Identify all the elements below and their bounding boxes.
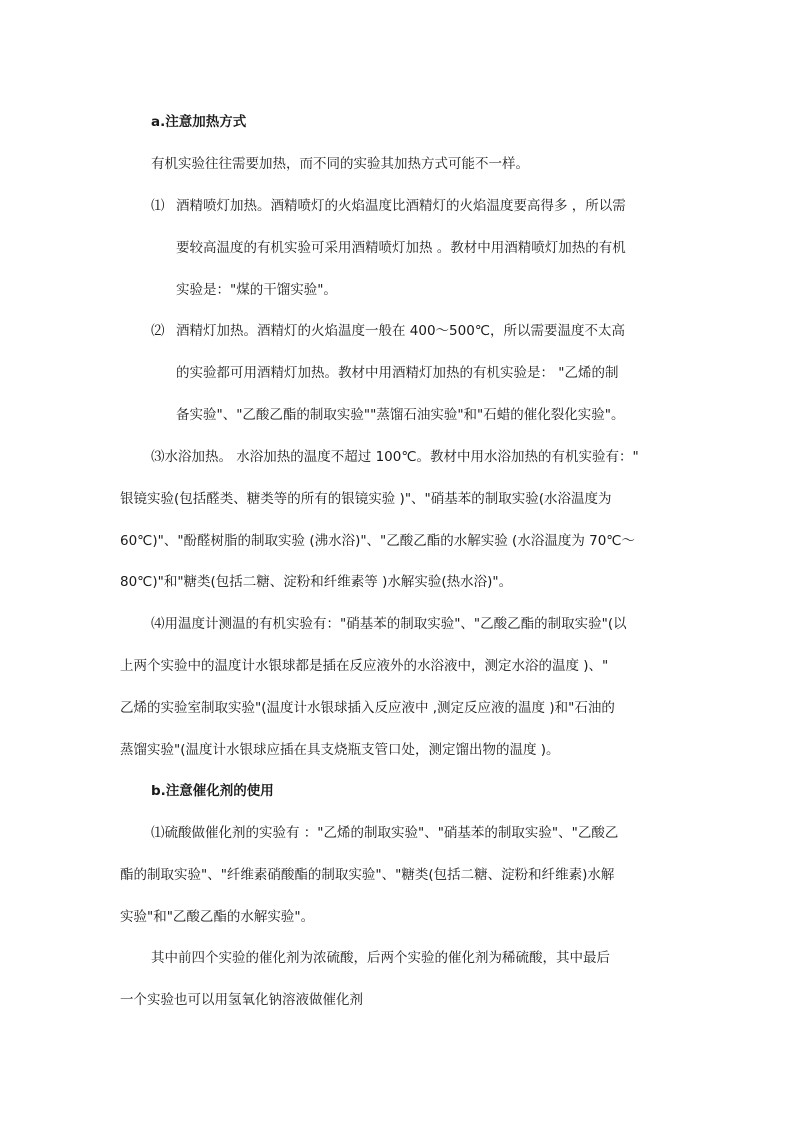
item-3-line-1: ⑶水浴加热。 水浴加热的温度不超过 100℃。教材中用水浴加热的有机实验有：" [151,449,639,465]
item-2-line-3: 备实验"、"乙酸乙酯的制取实验""蒸馏石油实验"和"石蜡的催化裂化实验"。 [176,407,625,423]
section-b-note-line-2: 一个实验也可以用氢氧化钠溶液做催化剂 [120,992,363,1008]
item-1-marker: ⑴ [151,198,165,214]
item-2-line-1: 酒精灯加热。酒精灯的火焰温度一般在 400～500℃，所以需要温度不太高 [176,323,625,339]
item-1-line-2: 要较高温度的有机实验可采用酒精喷灯加热 。教材中用酒精喷灯加热的有机 [176,240,626,256]
item-2-marker: ⑵ [151,323,165,339]
item-4-line-1: ⑷用温度计测温的有机实验有："硝基苯的制取实验"、"乙酸乙酯的制取实验"(以 [151,616,627,632]
item-1-line-3: 实验是："煤的干馏实验"。 [176,282,337,298]
section-a-heading: a.注意加热方式 [151,114,247,130]
item-2-line-2: 的实验都可用酒精灯加热。教材中用酒精灯加热的有机实验是： "乙烯的制 [176,365,619,381]
section-a-intro: 有机实验往往需要加热，而不同的实验其加热方式可能不一样。 [151,156,529,172]
section-b-item-1-line-1: ⑴硫酸做催化剂的实验有 ："乙烯的制取实验"、"硝基苯的制取实验"、"乙酸乙 [151,825,619,841]
item-3-line-2: 银镜实验(包括醛类、糖类等的所有的银镜实验 )"、"硝基苯的制取实验(水浴温度为 [120,491,612,507]
item-3-line-4: 80℃)"和"糖类(包括二糖、淀粉和纤维素等 )水解实验(热水浴)"。 [120,574,513,590]
item-3-line-3: 60℃)"、"酚醛树脂的制取实验 (沸水浴)"、"乙酸乙酯的水解实验 (水浴温度为 70℃～ [120,533,635,549]
section-b-note-line-1: 其中前四个实验的催化剂为浓硫酸，后两个实验的催化剂为稀硫酸，其中最后 [151,950,610,966]
section-b-item-1-line-3: 实验"和"乙酸乙酯的水解实验"。 [120,909,315,925]
item-1-line-1: 酒精喷灯加热。酒精喷灯的火焰温度比酒精灯的火焰温度要高得多 ，所以需 [176,198,626,214]
section-b-item-1-line-2: 酯的制取实验"、"纤维素硝酸酯的制取实验"、"糖类(包括二糖、淀粉和纤维素)水解 [120,867,615,883]
item-4-line-2: 上两个实验中的温度计水银球都是插在反应液外的水浴液中，测定水浴的温度 )、" [120,658,609,674]
item-4-line-4: 蒸馏实验"(温度计水银球应插在具支烧瓶支管口处，测定馏出物的温度 )。 [120,742,560,758]
section-b-heading: b.注意催化剂的使用 [151,783,274,799]
item-4-line-3: 乙烯的实验室制取实验"(温度计水银球插入反应液中 ,测定反应液的温度 )和"石油的 [120,700,615,716]
